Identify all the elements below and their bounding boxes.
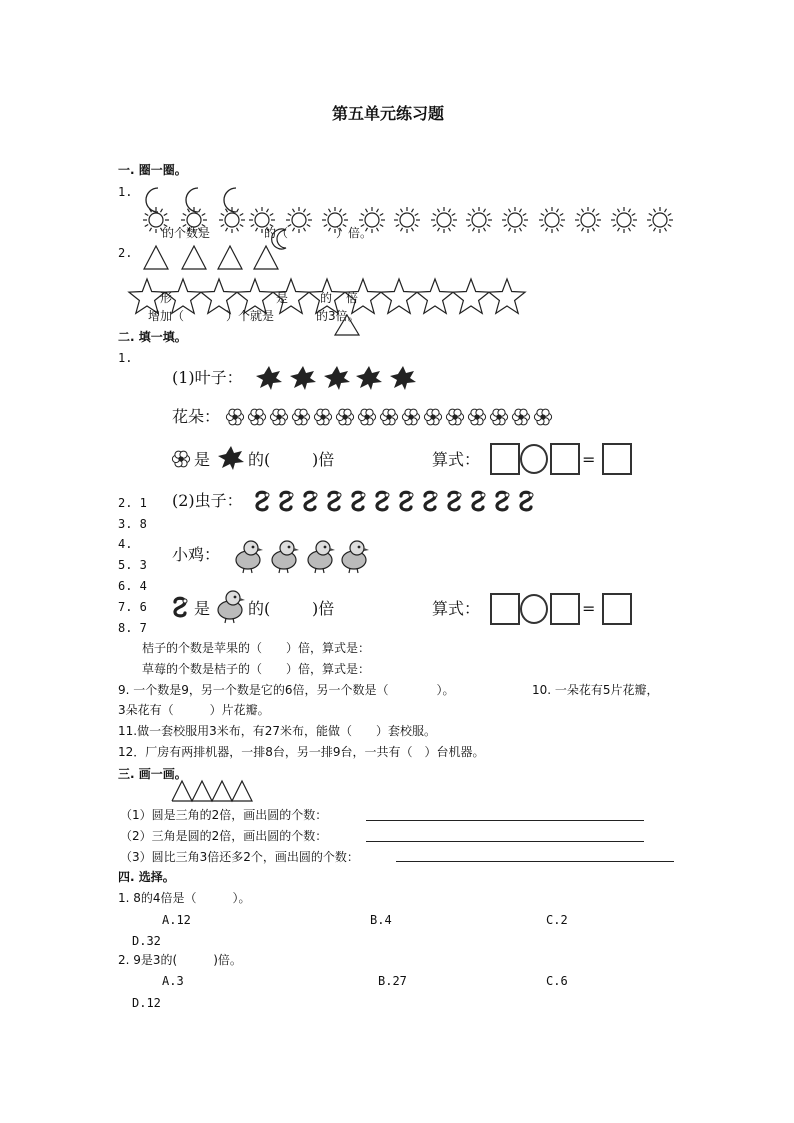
bug-icon [521, 492, 533, 510]
chick-icon [308, 541, 335, 573]
leaf-icon [390, 366, 416, 390]
section-4-heading: 四. 选择。 [118, 870, 175, 884]
answer-line[interactable] [396, 861, 674, 862]
flower-icon [424, 409, 441, 425]
formula-label-2: 算式： [432, 599, 481, 618]
answer-line[interactable] [366, 841, 644, 842]
answer-box[interactable] [602, 593, 632, 625]
bug-icon [449, 492, 461, 510]
q2-10-b: 3朵花有（ ）片花瓣。 [118, 703, 270, 717]
draw-item-1: （1）圆是三角的2倍，画出圆的个数： [120, 808, 328, 822]
triangle-icon [254, 246, 278, 269]
q2-11: 11.做一套校服用3米布，有27米布，能做（ ）套校服。 [118, 724, 436, 738]
flower-label: 花朵： [172, 407, 221, 426]
star-icon [381, 279, 417, 313]
choice-q1-option-b[interactable]: B.4 [370, 913, 392, 927]
flower-icon [336, 409, 353, 425]
hidden-question-number: 4. [118, 537, 133, 551]
operator-circle[interactable] [520, 444, 548, 474]
answer-box[interactable] [550, 593, 580, 625]
flower-icon [270, 409, 287, 425]
choice-q1-option-a[interactable]: A.12 [162, 913, 191, 927]
choice-q2-option-a[interactable]: A.3 [162, 974, 184, 988]
de-text-2: 的( [248, 599, 271, 618]
equals-sign-2: = [582, 599, 596, 618]
bug-icon [497, 492, 509, 510]
q2-12: 12．厂房有两排机器，一排8台，另一排9台，一共有（ ）台机器。 [118, 745, 485, 759]
q1-2-text-a: 形 [160, 291, 173, 305]
choice-q2-stem: 2. 9是3的( )倍。 [118, 953, 242, 967]
chick-icon [236, 541, 263, 573]
choice-q2-option-d[interactable]: D.12 [132, 996, 161, 1010]
answer-box[interactable] [550, 443, 580, 475]
choice-q2-option-b[interactable]: B.27 [378, 974, 407, 988]
hidden-question-number: 5. 3 [118, 558, 147, 572]
sun-icon [647, 207, 673, 233]
leaf-icon [216, 444, 246, 472]
flower-icon [490, 409, 507, 425]
q2-9: 9. 一个数是9，另一个数是它的6倍，另一个数是（ ）。 [118, 683, 455, 697]
star-icon [489, 279, 525, 313]
picture-problem [150, 356, 640, 632]
q1-2-text-c: 的 [320, 291, 333, 305]
bug-label: (2)虫子： [172, 491, 243, 510]
leaf-icon [356, 366, 382, 390]
flower-icon [380, 409, 397, 425]
q1-2-text-e: 增加（ [148, 309, 185, 323]
operator-circle[interactable] [520, 594, 548, 624]
de-text-1: 的( [248, 450, 271, 469]
q1-2-text-g: 的3倍。 [316, 309, 360, 323]
q1-2-text-d: 倍 [346, 291, 359, 305]
answer-box[interactable] [602, 443, 632, 475]
sun-icon [611, 207, 637, 233]
draw-item-2: （2）三角是圆的2倍，画出圆的个数： [120, 829, 328, 843]
leaf-label: (1)叶子： [172, 368, 243, 387]
bug-icon [353, 492, 365, 510]
sun-icon [502, 207, 528, 233]
q1-2-text-b: 是 [276, 291, 289, 305]
leaf-row [254, 364, 424, 392]
sun-row [140, 204, 680, 238]
answer-line[interactable] [366, 820, 644, 821]
section-3-heading: 三. 画一画。 [118, 767, 187, 781]
flower-row [226, 408, 566, 428]
chick-label: 小鸡： [172, 545, 221, 564]
flower-icon [446, 409, 463, 425]
leaf-icon [256, 366, 282, 390]
flower-icon [172, 450, 192, 470]
bug-row [254, 489, 544, 515]
q2-8-orange: 桔子的个数是苹果的（ ）倍，算式是： [142, 641, 371, 655]
bug-icon [401, 492, 413, 510]
flower-icon [402, 409, 419, 425]
shi-text-1: 是 [194, 450, 211, 469]
q1-1-number: 1. [118, 185, 133, 199]
q1-1-text-a: 的个数是 [162, 226, 211, 240]
q1-2-text-f: ）个就是 [226, 309, 275, 323]
choice-q2-option-c[interactable]: C.6 [546, 974, 568, 988]
bug-icon [329, 492, 341, 510]
triangle-icon [182, 246, 206, 269]
sun-icon [575, 207, 601, 233]
q2-8-strawberry: 草莓的个数是桔子的（ ）倍，算式是： [142, 662, 371, 676]
bug-icon [172, 596, 192, 618]
flower-icon [292, 409, 309, 425]
chick-icon [216, 588, 246, 624]
draw-item-3: （3）圆比三角3倍还多2个，画出圆的个数： [120, 850, 359, 864]
q2-10-a: 10. 一朵花有5片花瓣， [532, 683, 659, 697]
page-title: 第五单元练习题 [332, 104, 445, 123]
bug-icon [305, 492, 317, 510]
answer-box[interactable] [490, 443, 520, 475]
q2-1-number: 1. [118, 351, 133, 365]
flower-icon [226, 409, 243, 425]
flower-icon [314, 409, 331, 425]
bug-icon [473, 492, 485, 510]
sun-icon [539, 207, 565, 233]
flower-icon [534, 409, 551, 425]
flower-icon [512, 409, 529, 425]
triangle-row [144, 245, 284, 271]
sun-icon [431, 207, 457, 233]
bei-text-2: )倍 [312, 599, 335, 618]
hidden-question-number: 2. 1 [118, 496, 147, 510]
hidden-question-number: 7. 6 [118, 600, 147, 614]
triangle-icon [334, 314, 360, 336]
q1-1-text-b: 的（ [264, 226, 289, 240]
sun-icon [219, 207, 245, 233]
chick-row [234, 536, 384, 576]
triangle-icon [218, 246, 242, 269]
sun-icon [466, 207, 492, 233]
triangle-strip [172, 780, 252, 802]
hidden-question-number: 8. 7 [118, 621, 147, 635]
bug-icon [377, 492, 389, 510]
equals-sign-1: = [582, 450, 596, 469]
choice-q1-option-d[interactable]: D.32 [132, 934, 161, 948]
triangle-icon [144, 246, 168, 269]
flower-icon [248, 409, 265, 425]
hidden-question-number: 6. 4 [118, 579, 147, 593]
chick-icon [342, 541, 369, 573]
choice-q1-option-c[interactable]: C.2 [546, 913, 568, 927]
flower-icon [358, 409, 375, 425]
sun-icon [394, 207, 420, 233]
chick-icon [272, 541, 299, 573]
q1-2-number: 2. [118, 246, 133, 260]
formula-label-1: 算式： [432, 450, 481, 469]
section-2-heading: 二. 填一填。 [118, 330, 187, 344]
flower-icon [468, 409, 485, 425]
choice-q1-stem: 1. 8的4倍是（ ）。 [118, 891, 251, 905]
bug-icon [257, 492, 269, 510]
answer-box[interactable] [490, 593, 520, 625]
star-icon [453, 279, 489, 313]
hidden-question-number: 3. 8 [118, 517, 147, 531]
section-1-heading: 一. 圈一圈。 [118, 163, 187, 177]
bug-icon [281, 492, 293, 510]
bug-icon [425, 492, 437, 510]
bei-text-1: )倍 [312, 450, 335, 469]
q1-1-text-c: ）倍。 [336, 226, 373, 240]
shi-text-2: 是 [194, 599, 211, 618]
leaf-icon [324, 366, 350, 390]
star-icon [417, 279, 453, 313]
leaf-icon [290, 366, 316, 390]
